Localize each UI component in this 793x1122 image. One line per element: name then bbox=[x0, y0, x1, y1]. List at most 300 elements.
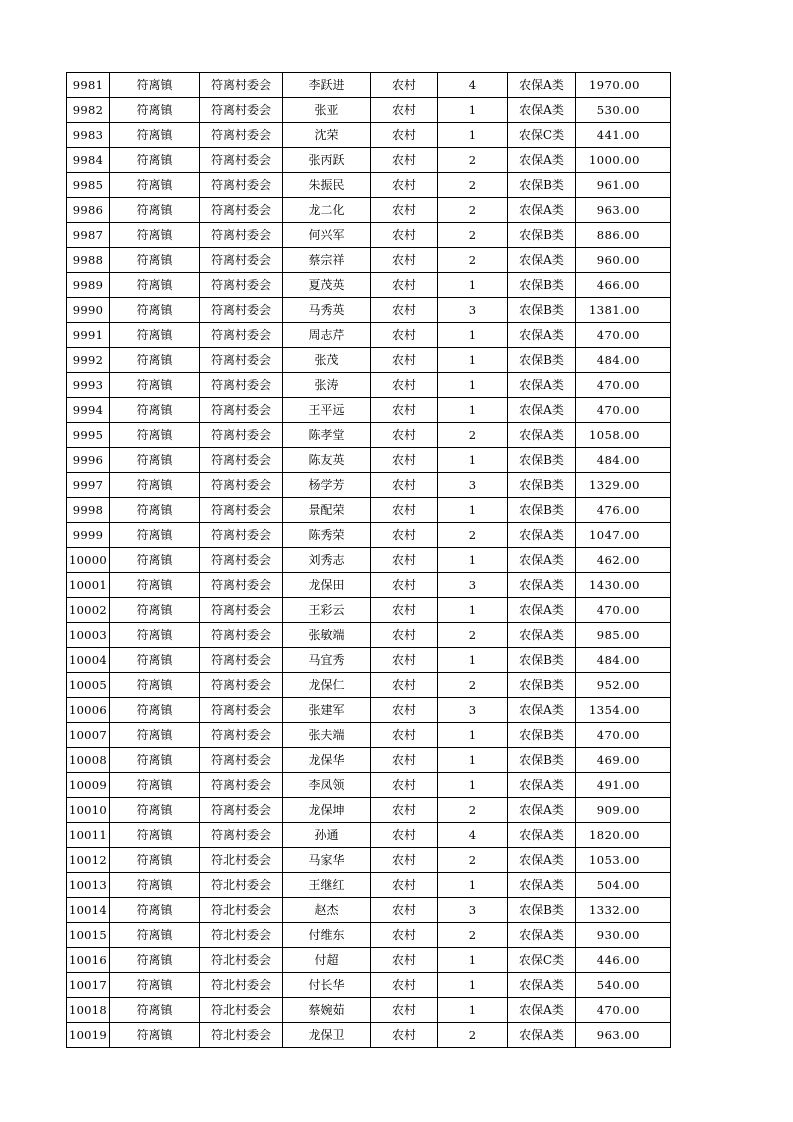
id-cell: 10001 bbox=[67, 573, 110, 598]
id-cell: 10007 bbox=[67, 723, 110, 748]
town-cell: 符离镇 bbox=[110, 748, 200, 773]
amount-cell: 491.00 bbox=[576, 773, 671, 798]
name-cell: 龙保坤 bbox=[283, 798, 371, 823]
id-cell: 10014 bbox=[67, 898, 110, 923]
village-cell: 符离村委会 bbox=[200, 573, 283, 598]
table-row bbox=[67, 698, 671, 723]
category-cell: 农保C类 bbox=[508, 123, 576, 148]
name-cell: 陈秀荣 bbox=[283, 523, 371, 548]
name-cell: 杨学芳 bbox=[283, 473, 371, 498]
name-cell: 李跃进 bbox=[283, 73, 371, 98]
town-cell: 符离镇 bbox=[110, 948, 200, 973]
area-cell: 农村 bbox=[371, 273, 438, 298]
id-cell: 10016 bbox=[67, 948, 110, 973]
village-cell: 符离村委会 bbox=[200, 798, 283, 823]
area-cell: 农村 bbox=[371, 148, 438, 173]
id-cell: 10012 bbox=[67, 848, 110, 873]
table-row bbox=[67, 123, 671, 148]
table-row bbox=[67, 173, 671, 198]
count-cell: 2 bbox=[438, 248, 508, 273]
table-row bbox=[67, 598, 671, 623]
area-cell: 农村 bbox=[371, 548, 438, 573]
area-cell: 农村 bbox=[371, 648, 438, 673]
village-cell: 符离村委会 bbox=[200, 98, 283, 123]
table-row bbox=[67, 498, 671, 523]
id-cell: 10008 bbox=[67, 748, 110, 773]
amount-cell: 1053.00 bbox=[576, 848, 671, 873]
category-cell: 农保A类 bbox=[508, 623, 576, 648]
area-cell: 农村 bbox=[371, 1023, 438, 1048]
category-cell: 农保B类 bbox=[508, 723, 576, 748]
name-cell: 张丙跃 bbox=[283, 148, 371, 173]
category-cell: 农保B类 bbox=[508, 223, 576, 248]
town-cell: 符离镇 bbox=[110, 298, 200, 323]
table-row bbox=[67, 98, 671, 123]
village-cell: 符离村委会 bbox=[200, 598, 283, 623]
table-row bbox=[67, 198, 671, 223]
amount-cell: 985.00 bbox=[576, 623, 671, 648]
area-cell: 农村 bbox=[371, 923, 438, 948]
table-row bbox=[67, 548, 671, 573]
count-cell: 1 bbox=[438, 348, 508, 373]
category-cell: 农保B类 bbox=[508, 173, 576, 198]
village-cell: 符离村委会 bbox=[200, 523, 283, 548]
town-cell: 符离镇 bbox=[110, 198, 200, 223]
village-cell: 符离村委会 bbox=[200, 423, 283, 448]
area-cell: 农村 bbox=[371, 223, 438, 248]
id-cell: 9992 bbox=[67, 348, 110, 373]
town-cell: 符离镇 bbox=[110, 848, 200, 873]
id-cell: 9996 bbox=[67, 448, 110, 473]
town-cell: 符离镇 bbox=[110, 873, 200, 898]
area-cell: 农村 bbox=[371, 748, 438, 773]
name-cell: 王继红 bbox=[283, 873, 371, 898]
name-cell: 马家华 bbox=[283, 848, 371, 873]
category-cell: 农保B类 bbox=[508, 748, 576, 773]
count-cell: 1 bbox=[438, 448, 508, 473]
id-cell: 9984 bbox=[67, 148, 110, 173]
name-cell: 付维东 bbox=[283, 923, 371, 948]
area-cell: 农村 bbox=[371, 973, 438, 998]
id-cell: 9994 bbox=[67, 398, 110, 423]
town-cell: 符离镇 bbox=[110, 623, 200, 648]
category-cell: 农保A类 bbox=[508, 548, 576, 573]
village-cell: 符离村委会 bbox=[200, 398, 283, 423]
table-row bbox=[67, 298, 671, 323]
amount-cell: 469.00 bbox=[576, 748, 671, 773]
table-row bbox=[67, 523, 671, 548]
count-cell: 2 bbox=[438, 223, 508, 248]
area-cell: 农村 bbox=[371, 673, 438, 698]
village-cell: 符离村委会 bbox=[200, 648, 283, 673]
village-cell: 符离村委会 bbox=[200, 823, 283, 848]
count-cell: 1 bbox=[438, 973, 508, 998]
count-cell: 4 bbox=[438, 73, 508, 98]
category-cell: 农保A类 bbox=[508, 848, 576, 873]
village-cell: 符北村委会 bbox=[200, 873, 283, 898]
id-cell: 10017 bbox=[67, 973, 110, 998]
area-cell: 农村 bbox=[371, 898, 438, 923]
name-cell: 张涛 bbox=[283, 373, 371, 398]
category-cell: 农保A类 bbox=[508, 98, 576, 123]
count-cell: 1 bbox=[438, 373, 508, 398]
town-cell: 符离镇 bbox=[110, 398, 200, 423]
category-cell: 农保A类 bbox=[508, 598, 576, 623]
amount-cell: 963.00 bbox=[576, 1023, 671, 1048]
name-cell: 周志芹 bbox=[283, 323, 371, 348]
category-cell: 农保A类 bbox=[508, 398, 576, 423]
table-row bbox=[67, 423, 671, 448]
id-cell: 10000 bbox=[67, 548, 110, 573]
amount-cell: 441.00 bbox=[576, 123, 671, 148]
village-cell: 符北村委会 bbox=[200, 1023, 283, 1048]
table-row bbox=[67, 923, 671, 948]
village-cell: 符离村委会 bbox=[200, 448, 283, 473]
amount-cell: 484.00 bbox=[576, 648, 671, 673]
area-cell: 农村 bbox=[371, 448, 438, 473]
table-row bbox=[67, 873, 671, 898]
table-row bbox=[67, 223, 671, 248]
town-cell: 符离镇 bbox=[110, 273, 200, 298]
amount-cell: 462.00 bbox=[576, 548, 671, 573]
amount-cell: 1332.00 bbox=[576, 898, 671, 923]
category-cell: 农保A类 bbox=[508, 373, 576, 398]
village-cell: 符离村委会 bbox=[200, 248, 283, 273]
name-cell: 龙二化 bbox=[283, 198, 371, 223]
name-cell: 李凤领 bbox=[283, 773, 371, 798]
village-cell: 符离村委会 bbox=[200, 198, 283, 223]
name-cell: 朱振民 bbox=[283, 173, 371, 198]
town-cell: 符离镇 bbox=[110, 323, 200, 348]
village-cell: 符离村委会 bbox=[200, 73, 283, 98]
area-cell: 农村 bbox=[371, 523, 438, 548]
count-cell: 1 bbox=[438, 548, 508, 573]
count-cell: 2 bbox=[438, 623, 508, 648]
count-cell: 2 bbox=[438, 798, 508, 823]
area-cell: 农村 bbox=[371, 298, 438, 323]
category-cell: 农保A类 bbox=[508, 823, 576, 848]
records-table bbox=[66, 72, 671, 1048]
town-cell: 符离镇 bbox=[110, 373, 200, 398]
id-cell: 10002 bbox=[67, 598, 110, 623]
name-cell: 蔡宗祥 bbox=[283, 248, 371, 273]
category-cell: 农保A类 bbox=[508, 773, 576, 798]
count-cell: 1 bbox=[438, 273, 508, 298]
village-cell: 符离村委会 bbox=[200, 498, 283, 523]
village-cell: 符离村委会 bbox=[200, 748, 283, 773]
count-cell: 2 bbox=[438, 1023, 508, 1048]
village-cell: 符北村委会 bbox=[200, 848, 283, 873]
count-cell: 2 bbox=[438, 148, 508, 173]
town-cell: 符离镇 bbox=[110, 473, 200, 498]
id-cell: 9993 bbox=[67, 373, 110, 398]
id-cell: 9995 bbox=[67, 423, 110, 448]
id-cell: 10009 bbox=[67, 773, 110, 798]
count-cell: 2 bbox=[438, 923, 508, 948]
town-cell: 符离镇 bbox=[110, 923, 200, 948]
town-cell: 符离镇 bbox=[110, 823, 200, 848]
id-cell: 9998 bbox=[67, 498, 110, 523]
amount-cell: 1381.00 bbox=[576, 298, 671, 323]
table-row bbox=[67, 773, 671, 798]
id-cell: 9991 bbox=[67, 323, 110, 348]
area-cell: 农村 bbox=[371, 173, 438, 198]
area-cell: 农村 bbox=[371, 423, 438, 448]
village-cell: 符离村委会 bbox=[200, 298, 283, 323]
id-cell: 10015 bbox=[67, 923, 110, 948]
area-cell: 农村 bbox=[371, 998, 438, 1023]
name-cell: 张夫端 bbox=[283, 723, 371, 748]
id-cell: 10005 bbox=[67, 673, 110, 698]
amount-cell: 909.00 bbox=[576, 798, 671, 823]
amount-cell: 1354.00 bbox=[576, 698, 671, 723]
count-cell: 2 bbox=[438, 848, 508, 873]
count-cell: 3 bbox=[438, 473, 508, 498]
area-cell: 农村 bbox=[371, 198, 438, 223]
amount-cell: 1430.00 bbox=[576, 573, 671, 598]
area-cell: 农村 bbox=[371, 773, 438, 798]
amount-cell: 1058.00 bbox=[576, 423, 671, 448]
area-cell: 农村 bbox=[371, 723, 438, 748]
name-cell: 孙通 bbox=[283, 823, 371, 848]
area-cell: 农村 bbox=[371, 248, 438, 273]
town-cell: 符离镇 bbox=[110, 523, 200, 548]
town-cell: 符离镇 bbox=[110, 773, 200, 798]
table-row bbox=[67, 348, 671, 373]
category-cell: 农保A类 bbox=[508, 198, 576, 223]
table-row bbox=[67, 648, 671, 673]
table-row bbox=[67, 898, 671, 923]
village-cell: 符离村委会 bbox=[200, 773, 283, 798]
id-cell: 9987 bbox=[67, 223, 110, 248]
amount-cell: 930.00 bbox=[576, 923, 671, 948]
area-cell: 农村 bbox=[371, 698, 438, 723]
table-row bbox=[67, 623, 671, 648]
area-cell: 农村 bbox=[371, 373, 438, 398]
village-cell: 符离村委会 bbox=[200, 473, 283, 498]
area-cell: 农村 bbox=[371, 573, 438, 598]
category-cell: 农保B类 bbox=[508, 473, 576, 498]
amount-cell: 1000.00 bbox=[576, 148, 671, 173]
area-cell: 农村 bbox=[371, 73, 438, 98]
category-cell: 农保A类 bbox=[508, 523, 576, 548]
town-cell: 符离镇 bbox=[110, 598, 200, 623]
id-cell: 10018 bbox=[67, 998, 110, 1023]
table-row bbox=[67, 398, 671, 423]
category-cell: 农保A类 bbox=[508, 923, 576, 948]
village-cell: 符离村委会 bbox=[200, 348, 283, 373]
id-cell: 10006 bbox=[67, 698, 110, 723]
count-cell: 1 bbox=[438, 498, 508, 523]
table-row bbox=[67, 748, 671, 773]
id-cell: 9981 bbox=[67, 73, 110, 98]
id-cell: 10010 bbox=[67, 798, 110, 823]
category-cell: 农保B类 bbox=[508, 673, 576, 698]
village-cell: 符北村委会 bbox=[200, 998, 283, 1023]
amount-cell: 484.00 bbox=[576, 448, 671, 473]
count-cell: 1 bbox=[438, 723, 508, 748]
village-cell: 符离村委会 bbox=[200, 673, 283, 698]
count-cell: 1 bbox=[438, 873, 508, 898]
village-cell: 符离村委会 bbox=[200, 323, 283, 348]
table-row bbox=[67, 148, 671, 173]
amount-cell: 886.00 bbox=[576, 223, 671, 248]
table-row bbox=[67, 673, 671, 698]
name-cell: 付超 bbox=[283, 948, 371, 973]
table-row bbox=[67, 473, 671, 498]
count-cell: 3 bbox=[438, 898, 508, 923]
area-cell: 农村 bbox=[371, 598, 438, 623]
amount-cell: 470.00 bbox=[576, 398, 671, 423]
count-cell: 4 bbox=[438, 823, 508, 848]
id-cell: 9999 bbox=[67, 523, 110, 548]
town-cell: 符离镇 bbox=[110, 248, 200, 273]
town-cell: 符离镇 bbox=[110, 548, 200, 573]
count-cell: 1 bbox=[438, 773, 508, 798]
count-cell: 1 bbox=[438, 323, 508, 348]
name-cell: 沈荣 bbox=[283, 123, 371, 148]
village-cell: 符离村委会 bbox=[200, 373, 283, 398]
table-row bbox=[67, 448, 671, 473]
category-cell: 农保A类 bbox=[508, 73, 576, 98]
amount-cell: 484.00 bbox=[576, 348, 671, 373]
town-cell: 符离镇 bbox=[110, 123, 200, 148]
town-cell: 符离镇 bbox=[110, 673, 200, 698]
category-cell: 农保A类 bbox=[508, 423, 576, 448]
count-cell: 3 bbox=[438, 298, 508, 323]
id-cell: 9997 bbox=[67, 473, 110, 498]
amount-cell: 540.00 bbox=[576, 973, 671, 998]
area-cell: 农村 bbox=[371, 823, 438, 848]
category-cell: 农保A类 bbox=[508, 998, 576, 1023]
category-cell: 农保A类 bbox=[508, 873, 576, 898]
name-cell: 付长华 bbox=[283, 973, 371, 998]
amount-cell: 504.00 bbox=[576, 873, 671, 898]
name-cell: 陈孝堂 bbox=[283, 423, 371, 448]
area-cell: 农村 bbox=[371, 348, 438, 373]
amount-cell: 470.00 bbox=[576, 598, 671, 623]
count-cell: 1 bbox=[438, 748, 508, 773]
village-cell: 符离村委会 bbox=[200, 623, 283, 648]
name-cell: 张亚 bbox=[283, 98, 371, 123]
amount-cell: 466.00 bbox=[576, 273, 671, 298]
town-cell: 符离镇 bbox=[110, 898, 200, 923]
village-cell: 符离村委会 bbox=[200, 148, 283, 173]
table-row bbox=[67, 573, 671, 598]
count-cell: 2 bbox=[438, 173, 508, 198]
amount-cell: 470.00 bbox=[576, 373, 671, 398]
area-cell: 农村 bbox=[371, 798, 438, 823]
amount-cell: 470.00 bbox=[576, 998, 671, 1023]
area-cell: 农村 bbox=[371, 398, 438, 423]
village-cell: 符离村委会 bbox=[200, 123, 283, 148]
amount-cell: 963.00 bbox=[576, 198, 671, 223]
amount-cell: 446.00 bbox=[576, 948, 671, 973]
town-cell: 符离镇 bbox=[110, 173, 200, 198]
name-cell: 王彩云 bbox=[283, 598, 371, 623]
table-row bbox=[67, 973, 671, 998]
category-cell: 农保A类 bbox=[508, 798, 576, 823]
count-cell: 1 bbox=[438, 648, 508, 673]
category-cell: 农保A类 bbox=[508, 1023, 576, 1048]
name-cell: 龙保卫 bbox=[283, 1023, 371, 1048]
table-row bbox=[67, 323, 671, 348]
count-cell: 3 bbox=[438, 698, 508, 723]
village-cell: 符北村委会 bbox=[200, 973, 283, 998]
name-cell: 龙保华 bbox=[283, 748, 371, 773]
village-cell: 符离村委会 bbox=[200, 548, 283, 573]
table-row bbox=[67, 723, 671, 748]
name-cell: 赵杰 bbox=[283, 898, 371, 923]
id-cell: 9986 bbox=[67, 198, 110, 223]
name-cell: 张敏端 bbox=[283, 623, 371, 648]
village-cell: 符北村委会 bbox=[200, 923, 283, 948]
amount-cell: 476.00 bbox=[576, 498, 671, 523]
village-cell: 符离村委会 bbox=[200, 173, 283, 198]
table-row bbox=[67, 1023, 671, 1048]
category-cell: 农保B类 bbox=[508, 498, 576, 523]
id-cell: 10004 bbox=[67, 648, 110, 673]
table-row bbox=[67, 248, 671, 273]
amount-cell: 1970.00 bbox=[576, 73, 671, 98]
id-cell: 9983 bbox=[67, 123, 110, 148]
count-cell: 3 bbox=[438, 573, 508, 598]
count-cell: 2 bbox=[438, 198, 508, 223]
id-cell: 9988 bbox=[67, 248, 110, 273]
count-cell: 1 bbox=[438, 98, 508, 123]
area-cell: 农村 bbox=[371, 948, 438, 973]
id-cell: 9985 bbox=[67, 173, 110, 198]
table-row bbox=[67, 848, 671, 873]
id-cell: 10013 bbox=[67, 873, 110, 898]
village-cell: 符离村委会 bbox=[200, 698, 283, 723]
category-cell: 农保A类 bbox=[508, 698, 576, 723]
village-cell: 符北村委会 bbox=[200, 898, 283, 923]
town-cell: 符离镇 bbox=[110, 723, 200, 748]
area-cell: 农村 bbox=[371, 98, 438, 123]
town-cell: 符离镇 bbox=[110, 698, 200, 723]
category-cell: 农保B类 bbox=[508, 648, 576, 673]
name-cell: 张茂 bbox=[283, 348, 371, 373]
town-cell: 符离镇 bbox=[110, 573, 200, 598]
town-cell: 符离镇 bbox=[110, 423, 200, 448]
village-cell: 符离村委会 bbox=[200, 273, 283, 298]
id-cell: 9982 bbox=[67, 98, 110, 123]
category-cell: 农保B类 bbox=[508, 898, 576, 923]
name-cell: 龙保田 bbox=[283, 573, 371, 598]
area-cell: 农村 bbox=[371, 623, 438, 648]
table-row bbox=[67, 73, 671, 98]
category-cell: 农保A类 bbox=[508, 248, 576, 273]
area-cell: 农村 bbox=[371, 848, 438, 873]
name-cell: 陈友英 bbox=[283, 448, 371, 473]
town-cell: 符离镇 bbox=[110, 223, 200, 248]
name-cell: 景配荣 bbox=[283, 498, 371, 523]
count-cell: 1 bbox=[438, 948, 508, 973]
town-cell: 符离镇 bbox=[110, 498, 200, 523]
town-cell: 符离镇 bbox=[110, 973, 200, 998]
count-cell: 1 bbox=[438, 598, 508, 623]
category-cell: 农保B类 bbox=[508, 348, 576, 373]
name-cell: 夏茂英 bbox=[283, 273, 371, 298]
amount-cell: 961.00 bbox=[576, 173, 671, 198]
area-cell: 农村 bbox=[371, 323, 438, 348]
town-cell: 符离镇 bbox=[110, 98, 200, 123]
category-cell: 农保B类 bbox=[508, 448, 576, 473]
count-cell: 2 bbox=[438, 523, 508, 548]
town-cell: 符离镇 bbox=[110, 348, 200, 373]
category-cell: 农保A类 bbox=[508, 573, 576, 598]
